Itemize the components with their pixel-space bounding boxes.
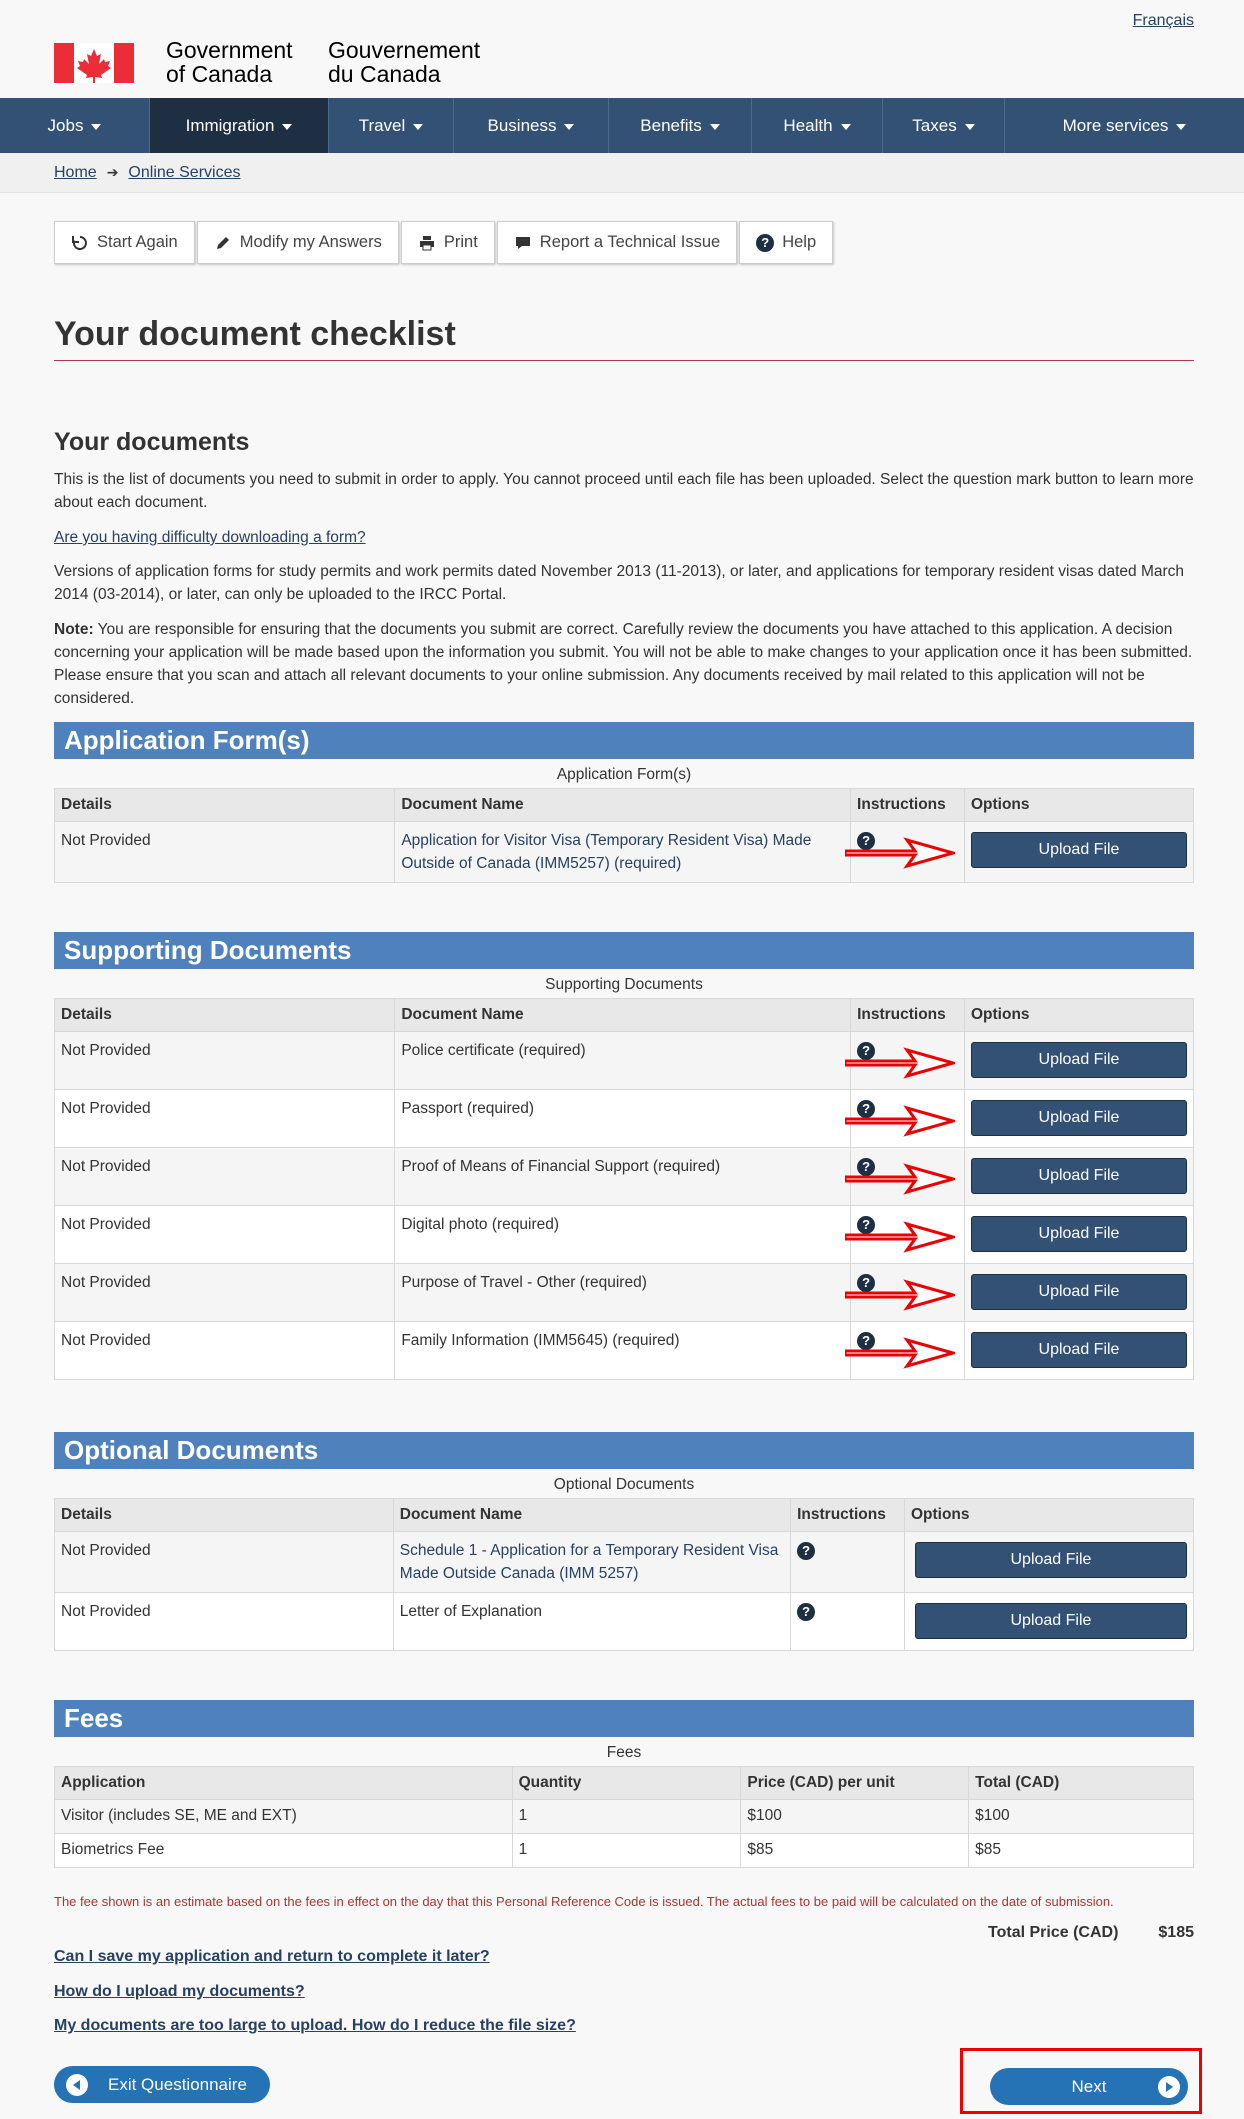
details-cell: Not Provided (55, 1532, 394, 1593)
modify-answers-button[interactable] (197, 221, 399, 264)
title-divider (54, 360, 1194, 361)
caret-down-icon (1176, 124, 1186, 130)
upload-file-button[interactable]: Upload File (971, 1274, 1187, 1310)
exit-questionnaire-button[interactable] (54, 2066, 270, 2103)
options-cell (964, 822, 1193, 883)
nav-label: Health (783, 115, 833, 135)
help-question-icon[interactable]: ? (857, 1042, 875, 1060)
instructions-cell (791, 1532, 905, 1593)
table-row (55, 1032, 1194, 1090)
nav-more-services[interactable] (1005, 98, 1244, 153)
fee-quantity-cell: 1 (512, 1800, 741, 1834)
column-header: Details (55, 1499, 394, 1532)
note-label: Note: (54, 621, 94, 638)
column-header: Quantity (512, 1767, 741, 1800)
table-row (55, 1148, 1194, 1206)
fee-price-cell: $100 (741, 1800, 969, 1834)
help-button[interactable] (739, 221, 833, 264)
nav-label: Taxes (912, 115, 957, 135)
details-cell: Not Provided (55, 1206, 395, 1264)
nav-taxes[interactable] (883, 98, 1005, 153)
caret-down-icon (413, 124, 423, 130)
caret-down-icon (841, 124, 851, 130)
table-row (55, 1834, 1194, 1868)
report-issue-button[interactable] (497, 221, 737, 264)
nav-health[interactable] (752, 98, 883, 153)
comment-icon (514, 234, 532, 252)
document-name-cell: Digital photo (required) (395, 1206, 851, 1264)
application-forms-header: Application Form(s) (54, 722, 1194, 759)
action-toolbar (54, 221, 833, 264)
caret-down-icon (91, 124, 101, 130)
button-label: Modify my Answers (239, 233, 382, 251)
options-cell (904, 1532, 1193, 1593)
details-cell: Not Provided (55, 1593, 394, 1651)
help-question-icon[interactable]: ? (857, 1332, 875, 1350)
language-toggle-link[interactable]: Français (1132, 12, 1194, 29)
details-cell: Not Provided (55, 822, 395, 883)
column-header: Options (964, 999, 1193, 1032)
signature-line: du Canada (328, 61, 441, 87)
document-name-cell: Family Information (IMM5645) (required) (395, 1322, 851, 1380)
red-arrow-annotation-icon (845, 836, 955, 870)
column-header: Details (55, 999, 395, 1032)
responsibility-note (54, 618, 1194, 710)
help-question-icon[interactable]: ? (797, 1603, 815, 1621)
column-header: Document Name (395, 999, 851, 1032)
help-question-icon[interactable]: ? (857, 832, 875, 850)
column-header: Document Name (393, 1499, 790, 1532)
instructions-cell (851, 1148, 965, 1206)
caret-down-icon (965, 124, 975, 130)
details-cell: Not Provided (55, 1264, 395, 1322)
help-question-icon[interactable]: ? (857, 1100, 875, 1118)
red-arrow-annotation-icon (845, 1220, 955, 1254)
supporting-documents-table (54, 998, 1194, 1380)
help-question-icon[interactable]: ? (797, 1542, 815, 1560)
instructions-cell (791, 1593, 905, 1651)
supporting-documents-header: Supporting Documents (54, 932, 1194, 969)
nav-immigration[interactable] (150, 98, 329, 153)
document-name-cell: Letter of Explanation (393, 1593, 790, 1651)
upload-file-button[interactable]: Upload File (971, 1332, 1187, 1368)
table-row (55, 1532, 1194, 1593)
table-caption: Optional Documents (553, 1476, 695, 1493)
total-value: $185 (1158, 1924, 1194, 1941)
button-label: Start Again (97, 233, 178, 251)
table-row (55, 1322, 1194, 1380)
details-cell: Not Provided (55, 1322, 395, 1380)
details-cell: Not Provided (55, 1090, 395, 1148)
main-navigation (0, 98, 1244, 153)
fee-quantity-cell: 1 (512, 1834, 741, 1868)
options-cell (964, 1264, 1193, 1322)
document-name-cell: Schedule 1 - Application for a Temporary Resident Visa Made Outside Canada (IMM 5257) (393, 1532, 790, 1593)
document-name-cell: Purpose of Travel - Other (required) (395, 1264, 851, 1322)
breadcrumb-home[interactable]: Home (54, 163, 97, 181)
button-label: Report a Technical Issue (539, 233, 721, 251)
next-button[interactable] (990, 2068, 1188, 2105)
caret-down-icon (282, 124, 292, 130)
button-label: Help (782, 233, 817, 251)
table-header-row (55, 1767, 1194, 1800)
details-cell: Not Provided (55, 1148, 395, 1206)
column-header: Details (55, 789, 395, 822)
application-forms-table (54, 788, 1194, 883)
upload-file-button[interactable]: Upload File (971, 1042, 1187, 1078)
column-header: Instructions (851, 789, 965, 822)
nav-travel[interactable] (329, 98, 454, 153)
table-row (55, 1264, 1194, 1322)
total-label: Total Price (CAD) (988, 1924, 1119, 1941)
column-header: Instructions (791, 1499, 905, 1532)
fees-table (54, 1766, 1194, 1868)
nav-label: More services (1062, 115, 1169, 135)
nav-benefits[interactable] (609, 98, 752, 153)
fee-price-cell: $85 (741, 1834, 969, 1868)
optional-documents-table (54, 1498, 1194, 1651)
versions-note: Versions of application forms for study permits and work permits dated November 2013 (11-2013), or later, and applications for temporary resident visas dated March 2014 (03-2014), or later, can only be uploaded to the IRCC Portal. (54, 563, 1185, 603)
options-cell (964, 1032, 1193, 1090)
breadcrumb-online-services[interactable]: Online Services (128, 163, 241, 181)
signature-line: of Canada (166, 61, 273, 87)
nav-label: Travel (358, 115, 406, 135)
fee-application-cell: Visitor (includes SE, ME and EXT) (55, 1800, 513, 1834)
red-arrow-annotation-icon (845, 1336, 955, 1370)
caret-down-icon (564, 124, 574, 130)
total-price (988, 1924, 1194, 1942)
upload-file-button[interactable]: Upload File (915, 1603, 1187, 1639)
instructions-cell (851, 1206, 965, 1264)
column-header: Total (CAD) (969, 1767, 1194, 1800)
intro-text: This is the list of documents you need to submit in order to apply. You cannot proceed until each file has been uploaded. Select the question mark button to learn more about each document. (54, 471, 1194, 511)
column-header: Application (55, 1767, 513, 1800)
fee-total-cell: $100 (969, 1800, 1194, 1834)
table-row (55, 1593, 1194, 1651)
table-row (55, 1206, 1194, 1264)
nav-label: Jobs (47, 115, 84, 135)
options-cell (964, 1148, 1193, 1206)
upload-file-button[interactable]: Upload File (971, 832, 1187, 868)
table-header-row (55, 999, 1194, 1032)
government-signature-fr (328, 38, 480, 86)
upload-file-button[interactable]: Upload File (971, 1158, 1187, 1194)
table-row (55, 1800, 1194, 1834)
table-row (55, 822, 1194, 883)
nav-label: Immigration (185, 115, 275, 135)
fee-total-cell: $85 (969, 1834, 1194, 1868)
arrow-right-icon (1158, 2076, 1180, 2098)
instructions-cell (851, 1322, 965, 1380)
section-heading: Your documents (54, 428, 250, 456)
start-again-button[interactable] (54, 221, 195, 264)
optional-documents-header: Optional Documents (54, 1432, 1194, 1469)
red-arrow-annotation-icon (845, 1104, 955, 1138)
document-name-cell: Proof of Means of Financial Support (required) (395, 1148, 851, 1206)
options-cell (964, 1322, 1193, 1380)
instructions-cell (851, 1264, 965, 1322)
table-caption: Supporting Documents (545, 976, 703, 993)
upload-file-button[interactable]: Upload File (915, 1542, 1187, 1578)
faq-file-size-link[interactable]: My documents are too large to upload. How do I reduce the file size? (54, 2017, 576, 2034)
button-label: Print (443, 233, 478, 251)
help-question-icon[interactable]: ? (857, 1274, 875, 1292)
breadcrumb (0, 153, 1244, 193)
instructions-cell (851, 1032, 965, 1090)
table-caption: Fees (606, 1744, 642, 1761)
fee-application-cell: Biometrics Fee (55, 1834, 513, 1868)
fees-header: Fees (54, 1700, 1194, 1737)
table-caption: Application Form(s) (556, 766, 692, 783)
note-text: You are responsible for ensuring that the documents you submit are correct. Carefully review the documents you have attached to this application. A decision concerning your application will be made based upon the information you submit. You will not be able to make changes to your application once it has been submitted. Please ensure that you scan and attach all relevant documents to your online submission. Any documents received by mail related to this application will not be considered. (54, 621, 1193, 707)
column-header: Options (964, 789, 1193, 822)
faq-upload-link[interactable]: How do I upload my documents? (54, 1983, 305, 2000)
fee-estimate-note: The fee shown is an estimate based on the fees in effect on the day that this Personal Reference Code is issued. The actual fees to be paid will be calculated on the date of submission. (54, 1894, 1114, 1909)
page-title: Your document checklist (54, 315, 456, 353)
options-cell (964, 1206, 1193, 1264)
table-header-row (55, 789, 1194, 822)
column-header: Price (CAD) per unit (741, 1767, 969, 1800)
button-label: Next (1071, 2076, 1107, 2096)
document-name-cell: Application for Visitor Visa (Temporary Resident Visa) Made Outside of Canada (IMM5257) (required) (395, 822, 851, 883)
question-icon: ? (756, 234, 774, 252)
help-question-icon[interactable]: ? (857, 1216, 875, 1234)
document-name-cell: Police certificate (required) (395, 1032, 851, 1090)
table-row (55, 1090, 1194, 1148)
button-label: Exit Questionnaire (108, 2074, 247, 2094)
column-header: Instructions (851, 999, 965, 1032)
nav-label: Benefits (640, 115, 702, 135)
signature-line: Government (166, 37, 293, 63)
refresh-icon (71, 234, 89, 252)
canada-flag-icon (54, 43, 134, 83)
table-header-row (55, 1499, 1194, 1532)
column-header: Options (904, 1499, 1193, 1532)
faq-save-link[interactable]: Can I save my application and return to complete it later? (54, 1948, 490, 1965)
nav-label: Business (487, 115, 557, 135)
instructions-cell (851, 1090, 965, 1148)
nav-jobs[interactable] (0, 98, 150, 153)
upload-file-button[interactable]: Upload File (971, 1216, 1187, 1252)
signature-line: Gouvernement (328, 37, 481, 63)
printer-icon (418, 234, 436, 252)
red-arrow-annotation-icon (845, 1162, 955, 1196)
red-arrow-annotation-icon (845, 1278, 955, 1312)
details-cell: Not Provided (55, 1032, 395, 1090)
download-difficulty-link[interactable]: Are you having difficulty downloading a form? (54, 529, 366, 546)
options-cell (964, 1090, 1193, 1148)
column-header: Document Name (395, 789, 851, 822)
government-signature-en (166, 38, 293, 86)
document-name-cell: Passport (required) (395, 1090, 851, 1148)
options-cell (904, 1593, 1193, 1651)
upload-file-button[interactable]: Upload File (971, 1100, 1187, 1136)
instructions-cell (851, 822, 965, 883)
arrow-left-icon (66, 2074, 88, 2096)
pencil-icon (214, 234, 232, 252)
print-button[interactable] (401, 221, 495, 264)
red-arrow-annotation-icon (845, 1046, 955, 1080)
nav-business[interactable] (454, 98, 609, 153)
arrow-right-icon: ➔ (106, 164, 119, 180)
help-question-icon[interactable]: ? (857, 1158, 875, 1176)
caret-down-icon (710, 124, 720, 130)
